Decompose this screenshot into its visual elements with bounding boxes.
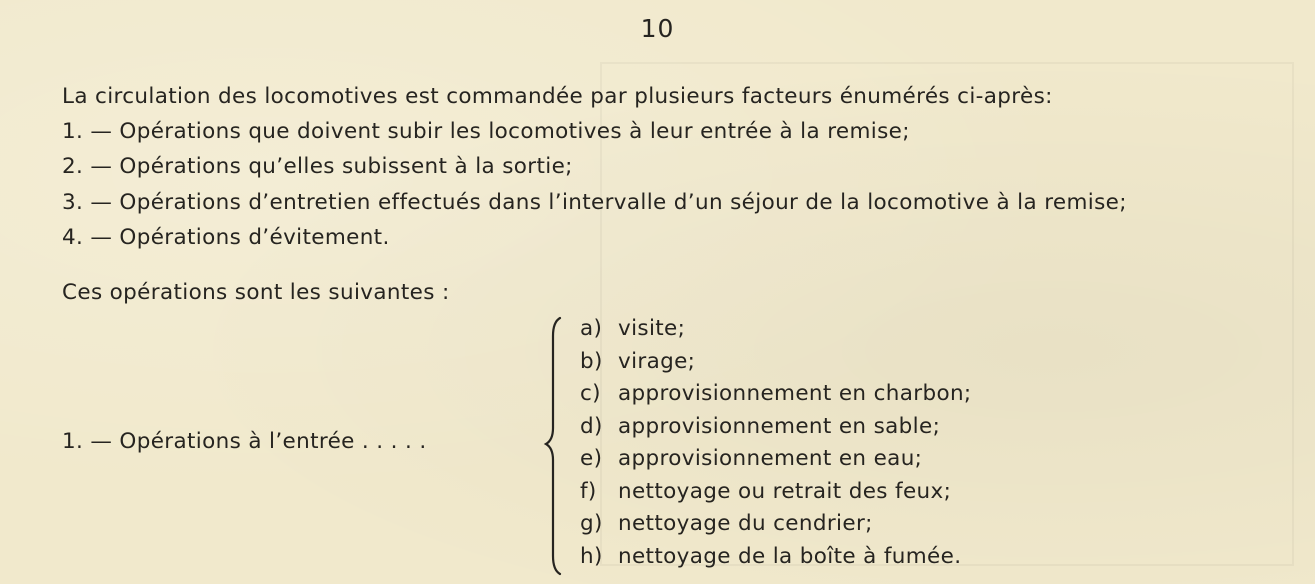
item-text: visite;	[618, 316, 686, 341]
item-text: approvisionnement en eau;	[618, 446, 923, 471]
item-letter: d)	[580, 413, 603, 439]
list-item	[580, 541, 972, 574]
factor-item-4: 4. — Opérations d’évitement.	[62, 225, 390, 250]
item-text: nettoyage du cendrier;	[618, 511, 873, 536]
factor-item-3: 3. — Opérations d’entretien effectués dans l’intervalle d’un séjour de la locomotive à la remise;	[62, 190, 1127, 215]
list-item	[580, 313, 972, 346]
list-item	[580, 346, 972, 379]
item-text: virage;	[618, 348, 696, 374]
item-text: approvisionnement en sable;	[618, 413, 941, 439]
operations-intro: Ces opérations sont les suivantes :	[62, 280, 450, 305]
entry-operations-label: 1. — Opérations à l’entrée . . . . .	[62, 429, 427, 454]
intro-paragraph: La circulation des locomotives est commandée par plusieurs facteurs énumérés ci-après:	[62, 84, 1053, 109]
list-item	[580, 411, 972, 444]
item-text: nettoyage de la boîte à fumée.	[618, 543, 962, 569]
item-letter: e)	[580, 446, 603, 471]
item-text: approvisionnement en charbon;	[618, 381, 972, 406]
item-letter: f)	[580, 478, 597, 504]
list-item	[580, 476, 972, 509]
item-letter: b)	[580, 348, 603, 374]
list-item	[580, 443, 972, 476]
item-text: nettoyage ou retrait des feux;	[618, 478, 952, 504]
item-letter: h)	[580, 543, 603, 569]
curly-brace	[538, 316, 568, 576]
list-item	[580, 508, 972, 541]
factor-item-2: 2. — Opérations qu’elles subissent à la sortie;	[62, 154, 573, 179]
item-letter: g)	[580, 511, 603, 536]
factor-item-1: 1. — Opérations que doivent subir les locomotives à leur entrée à la remise;	[62, 119, 910, 144]
page-number: 10	[640, 14, 675, 43]
entry-operations-list	[580, 313, 972, 573]
list-item	[580, 378, 972, 411]
item-letter: c)	[580, 381, 601, 406]
item-letter: a)	[580, 316, 603, 341]
